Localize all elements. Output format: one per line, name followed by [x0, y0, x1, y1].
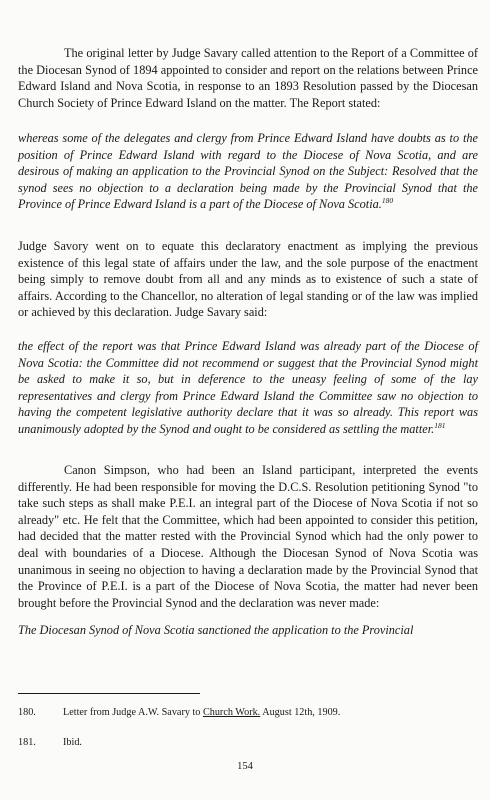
footnote-180: [18, 706, 458, 719]
quote-savary-text: the effect of the report was that Prince Edward Island was already part of the Diocese of Nova Scotia: the Committee did not recommend or suggest that the Provincial Synod might be asked to make it so, but in deference to the uneasy feeling of some of the lay representatives and clergy from Prince Edward Island the Committee saw no objection to having the competent legislative authority declare that it was so already. This report was unanimously adopted by the Synod and ought to be considered as settling the matter.: [18, 339, 478, 436]
page-number: 154: [237, 761, 253, 772]
quote-savary-effect: [18, 338, 478, 438]
footnote-source-title: Church Work.: [202, 707, 261, 718]
paragraph-canon-simpson: Canon Simpson, who had been an Island participant, interpreted the events differently. He had been responsible for moving the D.C.S. Resolution petitioning Synod "to take such steps as shall make P.E.I. an integral part of the Diocese of Nova Scotia if not so already" etc. He felt that the Committee, which had been appointed to consider this petition, had decided that the matter rested with the Provincial Synod which had the only power to deal with boundaries of a Diocese. Although the Diocesan Synod of Nova Scotia was unanimous in seeing no objection to having a declaration made by the Provincial Synod that the Province of P.E.I. is a part of the Diocese of Nova Scotia, the matter had never been brought before the Provincial Synod and the declaration was never made:: [18, 463, 478, 610]
footnote-text: Letter from Judge A.W. Savary to: [63, 707, 203, 718]
quote-diocesan-synod-start: The Diocesan Synod of Nova Scotia sanctioned the application to the Provincial: [18, 623, 414, 637]
footnote-divider: [18, 693, 200, 694]
paragraph-declaratory-enactment: Judge Savory went on to equate this declaratory enactment as implying the previous existence of this legal state of affairs under the law, and the sole purpose of the enactment being simply to remove doubt from all and any minds as to existence of such a state of affairs. According to the Chancellor, no alteration of legal standing or of the law was implied or achieved by this declaration. Judge Savary said:: [18, 239, 478, 320]
quote-report-text: whereas some of the delegates and clergy from Prince Edward Island have doubts as to the position of Prince Edward Island with regard to the Diocese of Nova Scotia, and are desirous of making an application to the Provincial Synod on the Subject: Resolved that the synod sees no objection to a declaration being made by the Provincial Synod that the Province of Prince Edward Island is a part of the Diocese of Nova Scotia.: [18, 131, 478, 212]
footnote-number: 180.: [18, 707, 36, 718]
footnote-ref-181: 181: [434, 420, 446, 430]
footnote-number: 181.: [18, 737, 36, 748]
footnote-date: August 12th, 1909.: [260, 707, 341, 718]
paragraph-report-intro: The original letter by Judge Savary called attention to the Report of a Committee of the Diocesan Synod of 1894 appointed to consider and report on the relations between Prince Edward Island and Nova Scotia, in response to an 1893 Resolution passed by the Diocesan Church Society of Prince Edward Island on the matter. The Report stated:: [18, 46, 478, 110]
footnote-text: Ibid.: [63, 737, 82, 748]
quote-report-resolution: [18, 130, 478, 213]
footnote-ref-180: 180: [381, 196, 394, 206]
footnote-181: [18, 736, 458, 749]
